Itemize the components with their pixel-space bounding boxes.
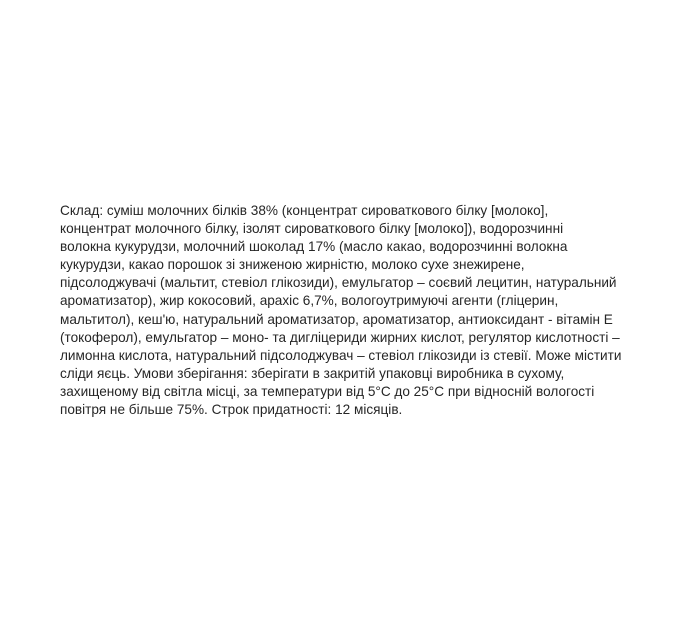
composition-line: (токоферол), емульгатор – моно- та дигліцериди жирних кислот, регулятор кислотності – <box>60 329 620 345</box>
composition-line: мальтитол), кеш'ю, натуральний ароматизатор, ароматизатор, антиоксидант - вітамін Е <box>60 311 613 327</box>
composition-line: волокна кукурудзи, молочний шоколад 17% (масло какао, водорозчинні волокна <box>60 239 568 255</box>
composition-line: лимонна кислота, натуральний підсолоджувач – стевіол глікозиди із стевії. Може містити <box>60 347 622 363</box>
composition-line: повітря не більше 75%. Строк придатності: 12 місяців. <box>60 402 403 418</box>
composition-line: кукурудзи, какао порошок зі зниженою жирністю, молоко сухе знежирене, <box>60 257 525 273</box>
composition-text-block <box>60 202 645 419</box>
composition-line: сліди яєць. Умови зберігання: зберігати в закритій упаковці виробника в сухому, <box>60 365 565 381</box>
composition-line: підсолоджувачі (мальтит, стевіол глікозиди), емульгатор – соєвий лецитин, натуральний <box>60 275 617 291</box>
composition-line: захищеному від світла місці, за температури від 5°C до 25°C при відносній вологості <box>60 383 595 399</box>
composition-line: концентрат молочного білку, ізолят сироваткового білку [молоко]), водорозчинні <box>60 221 564 237</box>
composition-line: Склад: суміш молочних білків 38% (концентрат сироваткового білку [молоко], <box>60 203 549 218</box>
composition-line: ароматизатор), жир кокосовий, арахіс 6,7%, вологоутримуючі агенти (гліцерин, <box>60 293 559 309</box>
